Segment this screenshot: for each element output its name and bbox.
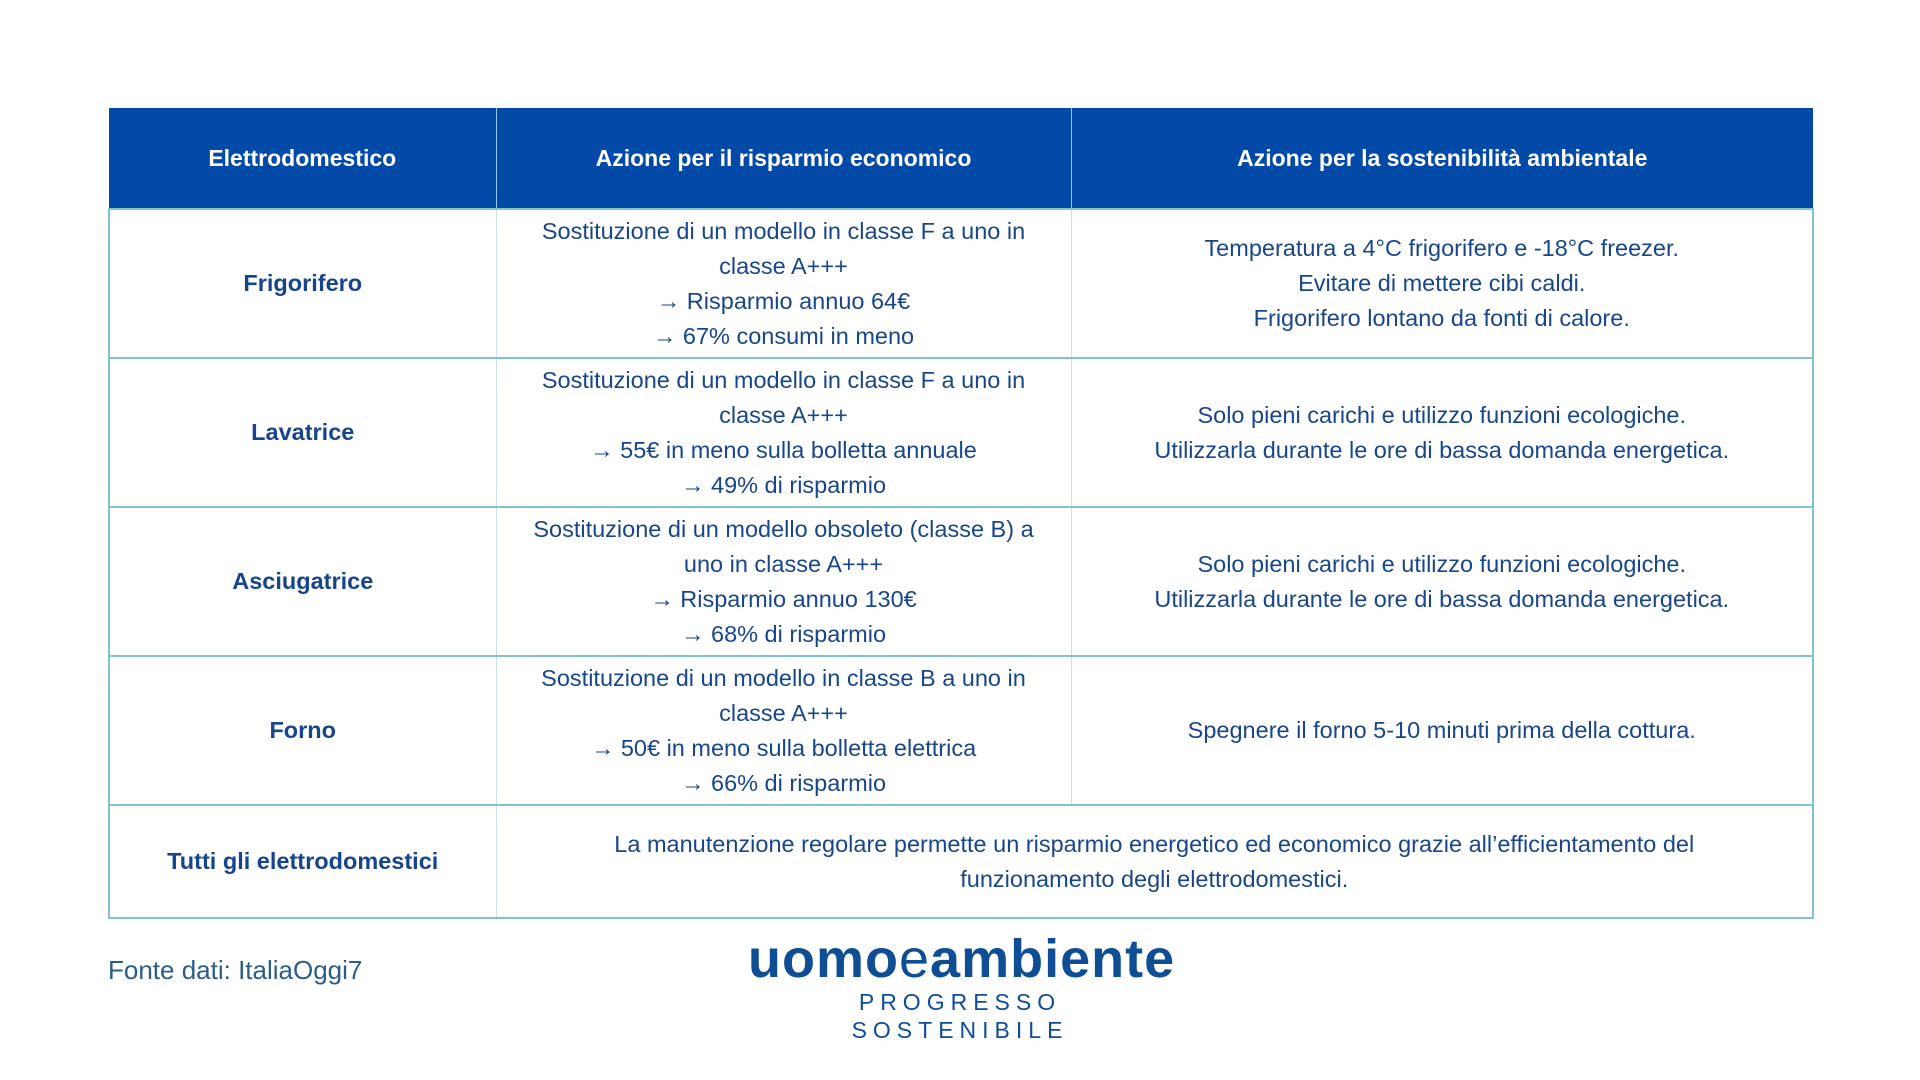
- appliance-cell: Lavatrice: [109, 358, 496, 507]
- header-appliance: Elettrodomestico: [109, 108, 496, 209]
- cell-line: Temperatura a 4°C frigorifero e -18°C freezer.: [1204, 235, 1680, 261]
- cell-line: Sostituzione di un modello in classe F a uno in classe A+++: [541, 217, 1026, 279]
- cell-line: Spegnere il forno 5-10 minuti prima della cottura.: [1187, 717, 1696, 743]
- cell-line: Sostituzione di un modello in classe B a uno in classe A+++: [541, 664, 1026, 726]
- data-source: Fonte dati: ItaliaOggi7: [108, 955, 363, 985]
- header-economic: Azione per il risparmio economico: [496, 108, 1071, 209]
- environmental-action-cell: [1071, 209, 1813, 358]
- cell-line: → 49% di risparmio: [680, 471, 887, 498]
- maintenance-note-cell: La manutenzione regolare permette un risparmio energetico ed economico grazie all’efficientamento del funzionamento degli elettrodomestici.: [496, 805, 1813, 918]
- cell-line: Solo pieni carichi e utilizzo funzioni ecologiche.: [1197, 401, 1687, 428]
- appliance-cell: Forno: [109, 656, 496, 805]
- cell-line: → 67% consumi in meno: [652, 322, 915, 349]
- economic-action-cell: [496, 358, 1071, 507]
- appliance-cell: Tutti gli elettrodomestici: [109, 805, 496, 918]
- economic-action-cell: [496, 656, 1071, 805]
- cell-line: → 66% di risparmio: [680, 769, 887, 796]
- cell-line: → Risparmio annuo 130€: [650, 585, 917, 612]
- cell-line: → 68% di risparmio: [680, 620, 887, 647]
- uomoeambiente-logo: uomoeambiente PROGRESSO SOSTENIBILE: [748, 929, 1176, 1043]
- cell-line: Solo pieni carichi e utilizzo funzioni ecologiche.: [1197, 550, 1687, 577]
- table-row: [109, 358, 1813, 507]
- cell-line: Sostituzione di un modello obsoleto (classe B) a uno in classe A+++: [533, 515, 1034, 577]
- cell-line: Frigorifero lontano da fonti di calore.: [1253, 305, 1630, 331]
- table-row-all-appliances: [109, 805, 1813, 918]
- header-environmental: Azione per la sostenibilità ambientale: [1071, 108, 1813, 209]
- environmental-action-cell: [1071, 656, 1813, 805]
- cell-line: → 50€ in meno sulla bolletta elettrica: [590, 734, 977, 761]
- appliance-savings-table: [108, 108, 1814, 919]
- cell-line: → Risparmio annuo 64€: [656, 287, 911, 314]
- cell-line: Utilizzarla durante le ore di bassa domanda energetica.: [1154, 585, 1730, 612]
- environmental-action-cell: [1071, 507, 1813, 656]
- cell-line: Utilizzarla durante le ore di bassa domanda energetica.: [1154, 436, 1730, 463]
- environmental-action-cell: [1071, 358, 1813, 507]
- economic-action-cell: [496, 507, 1071, 656]
- economic-action-cell: [496, 209, 1071, 358]
- table-row: [109, 656, 1813, 805]
- table-row: [109, 209, 1813, 358]
- cell-line: Evitare di mettere cibi caldi.: [1298, 270, 1586, 296]
- table-header: [109, 108, 1813, 209]
- cell-line: → 55€ in meno sulla bolletta annuale: [590, 436, 977, 463]
- appliance-cell: Frigorifero: [109, 209, 496, 358]
- appliance-cell: Asciugatrice: [109, 507, 496, 656]
- table-row: [109, 507, 1813, 656]
- cell-line: Sostituzione di un modello in classe F a uno in classe A+++: [541, 366, 1026, 428]
